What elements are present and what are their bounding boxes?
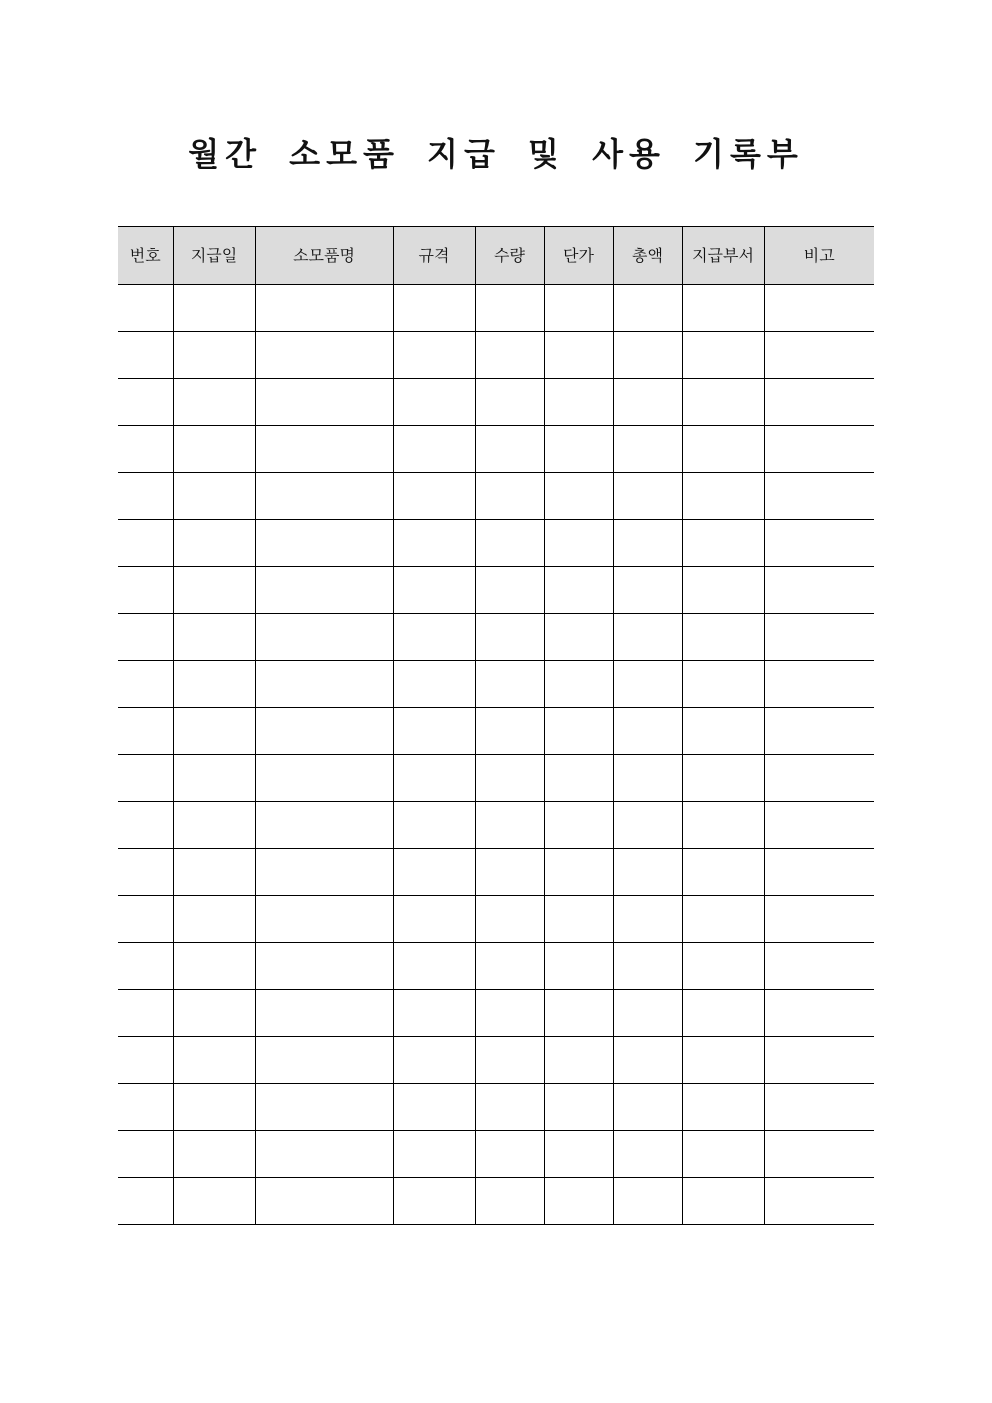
table-cell-unit_price[interactable] bbox=[544, 708, 613, 755]
table-cell-item[interactable] bbox=[255, 473, 393, 520]
table-row bbox=[118, 1178, 874, 1225]
table-row bbox=[118, 614, 874, 661]
table-cell-no[interactable] bbox=[118, 755, 173, 802]
table-cell-item[interactable] bbox=[255, 755, 393, 802]
table-cell-qty[interactable] bbox=[475, 473, 544, 520]
table-cell-spec[interactable] bbox=[393, 1084, 475, 1131]
table-cell-spec[interactable] bbox=[393, 943, 475, 990]
table-cell-date[interactable] bbox=[173, 473, 255, 520]
table-cell-dept[interactable] bbox=[682, 755, 764, 802]
table-cell-item[interactable] bbox=[255, 849, 393, 896]
table-cell-dept[interactable] bbox=[682, 1084, 764, 1131]
table-cell-spec[interactable] bbox=[393, 473, 475, 520]
table-cell-dept[interactable] bbox=[682, 1178, 764, 1225]
table-cell-spec[interactable] bbox=[393, 849, 475, 896]
table-cell-unit_price[interactable] bbox=[544, 567, 613, 614]
table-cell-unit_price[interactable] bbox=[544, 661, 613, 708]
table-row bbox=[118, 661, 874, 708]
table-cell-total[interactable] bbox=[613, 755, 682, 802]
table-cell-qty[interactable] bbox=[475, 379, 544, 426]
table-cell-no[interactable] bbox=[118, 285, 173, 332]
table-cell-item[interactable] bbox=[255, 896, 393, 943]
table-cell-item[interactable] bbox=[255, 1178, 393, 1225]
table-cell-qty[interactable] bbox=[475, 849, 544, 896]
table-cell-remarks[interactable] bbox=[764, 379, 874, 426]
table-cell-remarks[interactable] bbox=[764, 1131, 874, 1178]
table-cell-dept[interactable] bbox=[682, 473, 764, 520]
table-row bbox=[118, 849, 874, 896]
table-cell-item[interactable] bbox=[255, 802, 393, 849]
table-cell-date[interactable] bbox=[173, 285, 255, 332]
table-cell-item[interactable] bbox=[255, 943, 393, 990]
table-cell-qty[interactable] bbox=[475, 802, 544, 849]
table-cell-spec[interactable] bbox=[393, 379, 475, 426]
table-cell-remarks[interactable] bbox=[764, 473, 874, 520]
table-cell-dept[interactable] bbox=[682, 285, 764, 332]
table-cell-dept[interactable] bbox=[682, 802, 764, 849]
table-cell-remarks[interactable] bbox=[764, 1084, 874, 1131]
table-cell-remarks[interactable] bbox=[764, 567, 874, 614]
table-cell-remarks[interactable] bbox=[764, 1178, 874, 1225]
table-cell-total[interactable] bbox=[613, 332, 682, 379]
table-cell-remarks[interactable] bbox=[764, 661, 874, 708]
table-cell-total[interactable] bbox=[613, 473, 682, 520]
table-row bbox=[118, 802, 874, 849]
table-cell-no[interactable] bbox=[118, 661, 173, 708]
table-cell-date[interactable] bbox=[173, 520, 255, 567]
table-cell-date[interactable] bbox=[173, 943, 255, 990]
table-cell-qty[interactable] bbox=[475, 1037, 544, 1084]
table-cell-remarks[interactable] bbox=[764, 802, 874, 849]
table-cell-no[interactable] bbox=[118, 567, 173, 614]
column-header-item: 소모품명 bbox=[255, 227, 393, 285]
supply-log-table bbox=[118, 226, 874, 1225]
table-cell-dept[interactable] bbox=[682, 426, 764, 473]
table-cell-unit_price[interactable] bbox=[544, 473, 613, 520]
table-cell-unit_price[interactable] bbox=[544, 990, 613, 1037]
column-header-date: 지급일 bbox=[173, 227, 255, 285]
table-cell-date[interactable] bbox=[173, 990, 255, 1037]
table-row bbox=[118, 332, 874, 379]
table-row bbox=[118, 896, 874, 943]
table-cell-date[interactable] bbox=[173, 708, 255, 755]
table-cell-unit_price[interactable] bbox=[544, 755, 613, 802]
table-cell-total[interactable] bbox=[613, 426, 682, 473]
table-cell-total[interactable] bbox=[613, 896, 682, 943]
table-cell-unit_price[interactable] bbox=[544, 1084, 613, 1131]
table-cell-item[interactable] bbox=[255, 285, 393, 332]
table-cell-unit_price[interactable] bbox=[544, 1131, 613, 1178]
table-cell-qty[interactable] bbox=[475, 661, 544, 708]
table-cell-remarks[interactable] bbox=[764, 849, 874, 896]
table-cell-total[interactable] bbox=[613, 943, 682, 990]
table-cell-dept[interactable] bbox=[682, 708, 764, 755]
table-cell-total[interactable] bbox=[613, 1178, 682, 1225]
table-cell-dept[interactable] bbox=[682, 567, 764, 614]
table-cell-spec[interactable] bbox=[393, 1037, 475, 1084]
table-row bbox=[118, 520, 874, 567]
table-cell-qty[interactable] bbox=[475, 896, 544, 943]
table-cell-qty[interactable] bbox=[475, 520, 544, 567]
table-cell-unit_price[interactable] bbox=[544, 943, 613, 990]
table-cell-dept[interactable] bbox=[682, 379, 764, 426]
table-cell-item[interactable] bbox=[255, 567, 393, 614]
table-cell-qty[interactable] bbox=[475, 332, 544, 379]
table-cell-date[interactable] bbox=[173, 567, 255, 614]
table-row bbox=[118, 426, 874, 473]
table-cell-unit_price[interactable] bbox=[544, 520, 613, 567]
table-cell-no[interactable] bbox=[118, 379, 173, 426]
table-cell-item[interactable] bbox=[255, 614, 393, 661]
table-cell-dept[interactable] bbox=[682, 849, 764, 896]
column-header-total: 총액 bbox=[613, 227, 682, 285]
table-cell-spec[interactable] bbox=[393, 1178, 475, 1225]
table-cell-unit_price[interactable] bbox=[544, 285, 613, 332]
table-row bbox=[118, 1037, 874, 1084]
table-row bbox=[118, 708, 874, 755]
table-cell-no[interactable] bbox=[118, 802, 173, 849]
table-cell-date[interactable] bbox=[173, 1178, 255, 1225]
table-cell-remarks[interactable] bbox=[764, 332, 874, 379]
table-cell-unit_price[interactable] bbox=[544, 896, 613, 943]
table-cell-qty[interactable] bbox=[475, 1178, 544, 1225]
table-cell-dept[interactable] bbox=[682, 614, 764, 661]
table-cell-total[interactable] bbox=[613, 379, 682, 426]
table-row bbox=[118, 1084, 874, 1131]
table-cell-no[interactable] bbox=[118, 520, 173, 567]
table-cell-dept[interactable] bbox=[682, 661, 764, 708]
table-cell-date[interactable] bbox=[173, 1131, 255, 1178]
table-body bbox=[118, 285, 874, 1225]
table-row bbox=[118, 473, 874, 520]
table-cell-qty[interactable] bbox=[475, 708, 544, 755]
table-cell-no[interactable] bbox=[118, 943, 173, 990]
table-cell-no[interactable] bbox=[118, 1084, 173, 1131]
table-row bbox=[118, 755, 874, 802]
table-cell-spec[interactable] bbox=[393, 708, 475, 755]
table-cell-spec[interactable] bbox=[393, 332, 475, 379]
table-cell-remarks[interactable] bbox=[764, 896, 874, 943]
table-cell-unit_price[interactable] bbox=[544, 614, 613, 661]
table-cell-no[interactable] bbox=[118, 473, 173, 520]
column-header-dept: 지급부서 bbox=[682, 227, 764, 285]
table-cell-no[interactable] bbox=[118, 614, 173, 661]
table-cell-date[interactable] bbox=[173, 332, 255, 379]
table-cell-unit_price[interactable] bbox=[544, 379, 613, 426]
page-title: 월간 소모품 지급 및 사용 기록부 bbox=[188, 135, 804, 173]
table-cell-remarks[interactable] bbox=[764, 285, 874, 332]
table-cell-unit_price[interactable] bbox=[544, 802, 613, 849]
table-cell-spec[interactable] bbox=[393, 990, 475, 1037]
table-cell-no[interactable] bbox=[118, 896, 173, 943]
table-cell-spec[interactable] bbox=[393, 755, 475, 802]
table-cell-qty[interactable] bbox=[475, 755, 544, 802]
table-row bbox=[118, 567, 874, 614]
table-cell-remarks[interactable] bbox=[764, 520, 874, 567]
table-cell-date[interactable] bbox=[173, 614, 255, 661]
column-header-qty: 수량 bbox=[475, 227, 544, 285]
table-cell-qty[interactable] bbox=[475, 285, 544, 332]
table-cell-qty[interactable] bbox=[475, 1084, 544, 1131]
table-cell-qty[interactable] bbox=[475, 1131, 544, 1178]
table-cell-spec[interactable] bbox=[393, 520, 475, 567]
column-header-spec: 규격 bbox=[393, 227, 475, 285]
table-cell-date[interactable] bbox=[173, 661, 255, 708]
table-cell-no[interactable] bbox=[118, 332, 173, 379]
table-cell-date[interactable] bbox=[173, 426, 255, 473]
table-cell-date[interactable] bbox=[173, 802, 255, 849]
table-row bbox=[118, 285, 874, 332]
table-cell-no[interactable] bbox=[118, 990, 173, 1037]
table-cell-total[interactable] bbox=[613, 614, 682, 661]
table-cell-date[interactable] bbox=[173, 1037, 255, 1084]
table-cell-spec[interactable] bbox=[393, 567, 475, 614]
table-cell-total[interactable] bbox=[613, 661, 682, 708]
table-cell-spec[interactable] bbox=[393, 1131, 475, 1178]
table-cell-total[interactable] bbox=[613, 990, 682, 1037]
table-cell-item[interactable] bbox=[255, 1037, 393, 1084]
table-cell-remarks[interactable] bbox=[764, 1037, 874, 1084]
table-row bbox=[118, 1131, 874, 1178]
table-cell-total[interactable] bbox=[613, 567, 682, 614]
table-cell-dept[interactable] bbox=[682, 1037, 764, 1084]
table-cell-spec[interactable] bbox=[393, 285, 475, 332]
table-cell-total[interactable] bbox=[613, 520, 682, 567]
table-cell-date[interactable] bbox=[173, 896, 255, 943]
table-cell-spec[interactable] bbox=[393, 614, 475, 661]
table-cell-total[interactable] bbox=[613, 1084, 682, 1131]
table-cell-total[interactable] bbox=[613, 285, 682, 332]
table-row bbox=[118, 990, 874, 1037]
table-cell-no[interactable] bbox=[118, 849, 173, 896]
table-cell-remarks[interactable] bbox=[764, 614, 874, 661]
table-cell-spec[interactable] bbox=[393, 802, 475, 849]
table-cell-dept[interactable] bbox=[682, 896, 764, 943]
table-cell-total[interactable] bbox=[613, 1131, 682, 1178]
table-cell-total[interactable] bbox=[613, 708, 682, 755]
table-cell-item[interactable] bbox=[255, 1131, 393, 1178]
table-cell-dept[interactable] bbox=[682, 332, 764, 379]
table-cell-qty[interactable] bbox=[475, 614, 544, 661]
table-cell-unit_price[interactable] bbox=[544, 1037, 613, 1084]
table-cell-unit_price[interactable] bbox=[544, 332, 613, 379]
table-cell-unit_price[interactable] bbox=[544, 426, 613, 473]
table-cell-remarks[interactable] bbox=[764, 708, 874, 755]
table-cell-remarks[interactable] bbox=[764, 426, 874, 473]
table-cell-qty[interactable] bbox=[475, 567, 544, 614]
table-cell-no[interactable] bbox=[118, 1037, 173, 1084]
table-cell-item[interactable] bbox=[255, 332, 393, 379]
table-cell-spec[interactable] bbox=[393, 426, 475, 473]
table-cell-item[interactable] bbox=[255, 708, 393, 755]
table-cell-total[interactable] bbox=[613, 802, 682, 849]
table-cell-qty[interactable] bbox=[475, 943, 544, 990]
table-cell-item[interactable] bbox=[255, 990, 393, 1037]
table-cell-date[interactable] bbox=[173, 1084, 255, 1131]
table-cell-dept[interactable] bbox=[682, 943, 764, 990]
column-header-unit-price: 단가 bbox=[544, 227, 613, 285]
table-cell-item[interactable] bbox=[255, 1084, 393, 1131]
table-row bbox=[118, 943, 874, 990]
table-cell-date[interactable] bbox=[173, 755, 255, 802]
table-cell-no[interactable] bbox=[118, 1178, 173, 1225]
table-cell-item[interactable] bbox=[255, 379, 393, 426]
column-header-remarks: 비고 bbox=[764, 227, 874, 285]
table-cell-spec[interactable] bbox=[393, 661, 475, 708]
table-cell-remarks[interactable] bbox=[764, 755, 874, 802]
table-row bbox=[118, 379, 874, 426]
table-cell-remarks[interactable] bbox=[764, 943, 874, 990]
column-header-no: 번호 bbox=[118, 227, 173, 285]
table-cell-item[interactable] bbox=[255, 426, 393, 473]
table-cell-item[interactable] bbox=[255, 661, 393, 708]
table-cell-no[interactable] bbox=[118, 708, 173, 755]
table-cell-total[interactable] bbox=[613, 1037, 682, 1084]
table-cell-dept[interactable] bbox=[682, 1131, 764, 1178]
table-cell-qty[interactable] bbox=[475, 426, 544, 473]
table-cell-no[interactable] bbox=[118, 426, 173, 473]
table-cell-item[interactable] bbox=[255, 520, 393, 567]
table-cell-qty[interactable] bbox=[475, 990, 544, 1037]
table-cell-remarks[interactable] bbox=[764, 990, 874, 1037]
table-cell-unit_price[interactable] bbox=[544, 1178, 613, 1225]
table-cell-date[interactable] bbox=[173, 379, 255, 426]
table-cell-no[interactable] bbox=[118, 1131, 173, 1178]
table-cell-total[interactable] bbox=[613, 849, 682, 896]
header-row bbox=[118, 227, 874, 285]
table-cell-dept[interactable] bbox=[682, 520, 764, 567]
table-cell-spec[interactable] bbox=[393, 896, 475, 943]
table-cell-dept[interactable] bbox=[682, 990, 764, 1037]
table-cell-unit_price[interactable] bbox=[544, 849, 613, 896]
table-cell-date[interactable] bbox=[173, 849, 255, 896]
